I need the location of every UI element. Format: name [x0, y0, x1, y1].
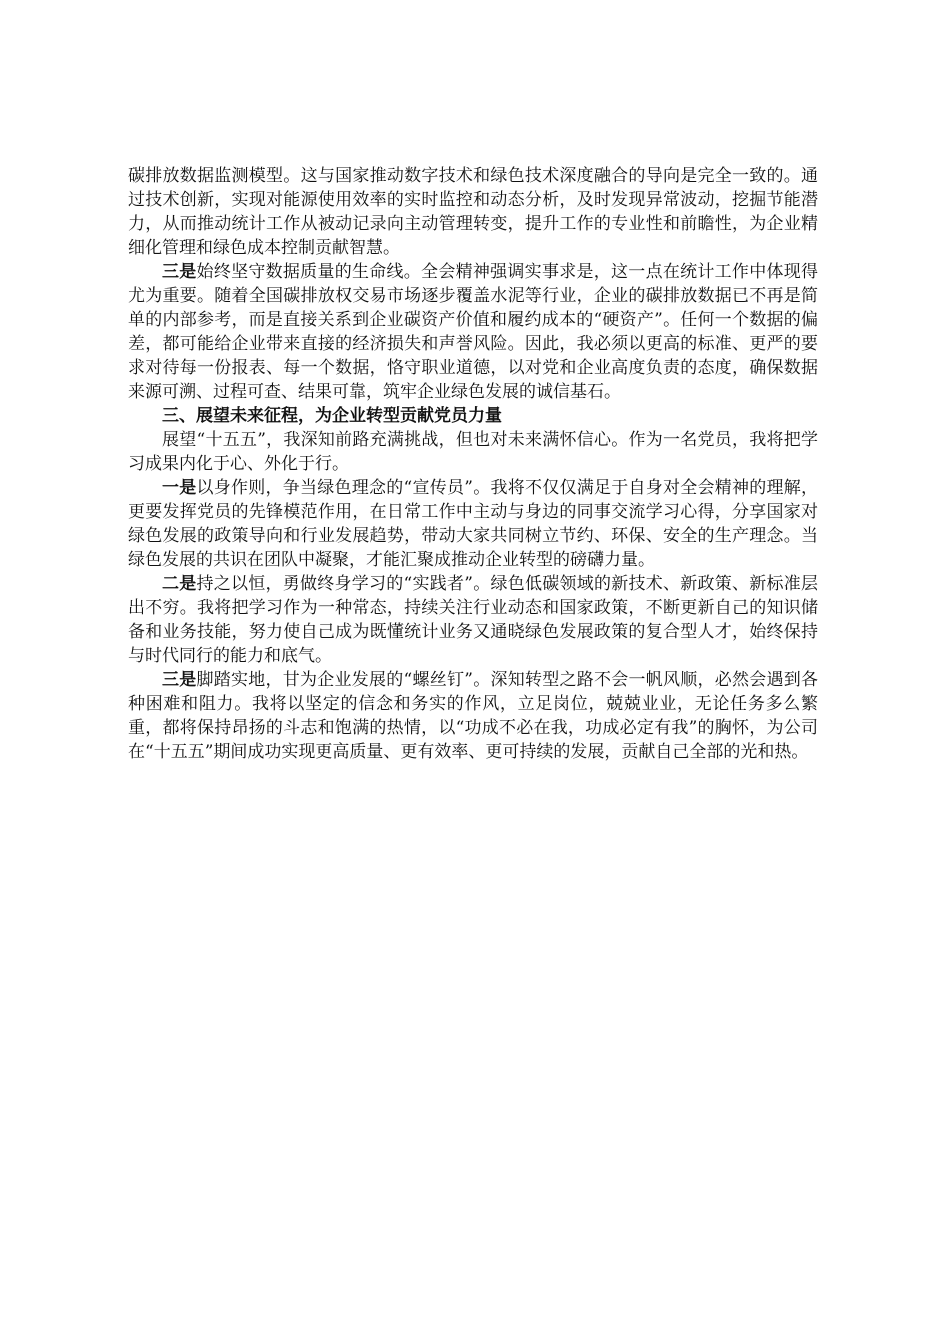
paragraph-lead: 二是	[162, 574, 197, 594]
paragraph-lead: 三是	[162, 262, 197, 282]
paragraph-outlook: 展望“十五五”，我深知前路充满挑战，但也对未来满怀信心。作为一名党员，我将把学习成果内化于心、外化于行。	[128, 430, 818, 474]
paragraph-lead: 三是	[162, 670, 197, 690]
paragraph-point-three-data-quality	[128, 260, 818, 404]
section-heading: 三、展望未来征程，为企业转型贡献党员力量	[162, 406, 502, 426]
paragraph-text: 脚踏实地，甘为企业发展的“螺丝钉”。深知转型之路不会一帆风顺，必然会遇到各种困难和阻力。我将以坚定的信念和务实的作风，立足岗位，兢兢业业，无论任务多么繁重，都将保持昂扬的斗志和饱满的热情，以“功成不必在我，功成必定有我”的胸怀，为公司在“十五五”期间成功实现更高质量、更有效率、更可持续的发展，贡献自己全部的光和热。	[128, 670, 818, 762]
paragraph-continuation: 碳排放数据监测模型。这与国家推动数字技术和绿色技术深度融合的导向是完全一致的。通过技术创新，实现对能源使用效率的实时监控和动态分析，及时发现异常波动，挖掘节能潜力，从而推动统计工作从被动记录向主动管理转变，提升工作的专业性和前瞻性，为企业精细化管理和绿色成本控制贡献智慧。	[128, 166, 818, 258]
paragraph-lead: 一是	[162, 478, 197, 498]
paragraph-point-one	[128, 476, 818, 572]
paragraph-text: 持之以恒，勇做终身学习的“实践者”。绿色低碳领域的新技术、新政策、新标准层出不穷。我将把学习作为一种常态，持续关注行业动态和国家政策，不断更新自己的知识储备和业务技能，努力使自己成为既懂统计业务又通晓绿色发展政策的复合型人才，始终保持与时代同行的能力和底气。	[128, 574, 818, 666]
document-body	[128, 164, 818, 764]
paragraph-point-three-practice	[128, 668, 818, 764]
paragraph-text: 以身作则，争当绿色理念的“宣传员”。我将不仅仅满足于自身对全会精神的理解，更要发挥党员的先锋模范作用，在日常工作中主动与身边的同事交流学习心得，分享国家对绿色发展的政策导向和行业发展趋势，带动大家共同树立节约、环保、安全的生产理念。当绿色发展的共识在团队中凝聚，才能汇聚成推动企业转型的磅礴力量。	[128, 478, 818, 570]
paragraph-point-two	[128, 572, 818, 668]
paragraph-text: 始终坚守数据质量的生命线。全会精神强调实事求是，这一点在统计工作中体现得尤为重要。随着全国碳排放权交易市场逐步覆盖水泥等行业，企业的碳排放数据已不再是简单的内部参考，而是直接关系到企业碳资产价值和履约成本的“硬资产”。任何一个数据的偏差，都可能给企业带来直接的经济损失和声誉风险。因此，我必须以更高的标准、更严的要求对待每一份报表、每一个数据，恪守职业道德，以对党和企业高度负责的态度，确保数据来源可溯、过程可查、结果可靠，筑牢企业绿色发展的诚信基石。	[128, 262, 819, 402]
